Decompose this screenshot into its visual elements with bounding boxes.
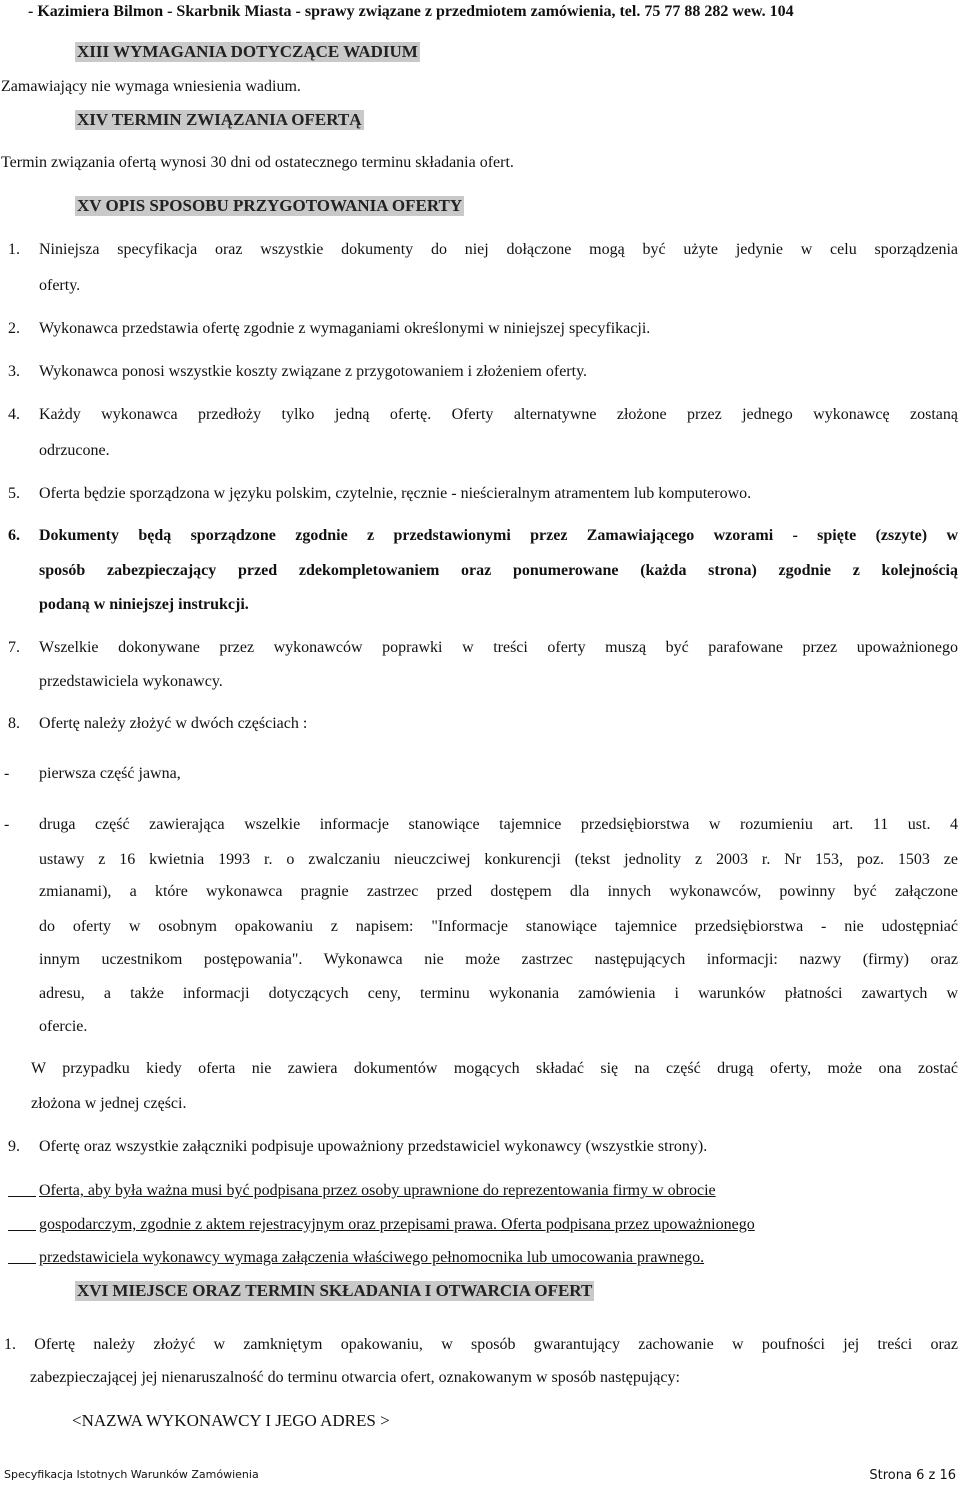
list-item-cont: przedstawiciela wykonawcy.	[39, 673, 223, 690]
footer-title: Specyfikacja Istotnych Warunków Zamówienia	[4, 1468, 259, 1481]
list-item-cont: podaną w niniejszej instrukcji.	[39, 596, 249, 613]
dash-item-cont: do oferty w osobnym opakowaniu z napisem: "Informacje stanowiące tajemnice przedsiębiorstwa - nie udostępniać	[39, 918, 958, 935]
paragraph-line: W przypadku kiedy oferta nie zawiera dokumentów mogących składać się na część drugą oferty, może ona zostać	[31, 1060, 958, 1077]
dash-item-cont: zmianami), a które wykonawca pragnie zastrzec przed dostępem dla innych wykonawców, powinny być załączone	[39, 883, 958, 900]
list-item-cont: oferty.	[39, 277, 81, 294]
paragraph-line: złożona w jednej części.	[31, 1095, 187, 1112]
page-number: Strona 6 z 16	[869, 1468, 956, 1483]
underlined-line: Oferta, aby była ważna musi być podpisana przez osoby uprawnione do reprezentowania firmy w obrocie	[39, 1182, 716, 1199]
contact-line: - Kazimiera Bilmon - Skarbnik Miasta - sprawy związane z przedmiotem zamówienia, tel. 75 77 88 282 wew. 104	[28, 3, 794, 20]
underlined-line: przedstawiciela wykonawcy wymaga załączenia właściwego pełnomocnika lub umocowania prawnego.	[39, 1249, 705, 1266]
dash-item-cont: innym uczestnikom postępowania". Wykonawca nie może zastrzec następujących informacji: nazwy (firmy) oraz	[39, 951, 958, 968]
section-heading-xiv: XIV TERMIN ZWIĄZANIA OFERTĄ	[77, 110, 362, 129]
offer-label: <NAZWA WYKONAWCY I JEGO ADRES >	[72, 1411, 390, 1430]
underlined-line: gospodarczym, zgodnie z aktem rejestracyjnym oraz przepisami prawa. Oferta podpisana przez upoważnionego	[39, 1216, 755, 1233]
dash-item-cont: ustawy z 16 kwietnia 1993 r. o zwalczaniu nieuczciwej konkurencji (tekst jednolity z 2003 r. Nr 153, poz. 1503 ze	[39, 851, 958, 868]
list-item-cont: odrzucone.	[39, 442, 110, 459]
section-xvi-item-cont: zabezpieczającej jej nienaruszalność do terminu otwarcia ofert, oznakowanym w sposób następujący:	[30, 1369, 680, 1386]
section-heading-xv: XV OPIS SPOSOBU PRZYGOTOWANIA OFERTY	[77, 196, 463, 215]
section-xiii-text: Zamawiający nie wymaga wniesienia wadium.	[1, 78, 301, 95]
section-heading-xvi: XVI MIEJSCE ORAZ TERMIN SKŁADANIA I OTWARCIA OFERT	[77, 1281, 593, 1300]
section-xvi-item: 1. Ofertę należy złożyć w zamkniętym opakowaniu, w sposób gwarantujący zachowanie w poufności jej treści oraz	[4, 1336, 958, 1353]
list-item-cont: sposób zabezpieczający przed zdekompletowaniem oraz ponumerowane (każda strona) zgodnie z kolejnością	[39, 562, 958, 579]
section-xiv-text: Termin związania ofertą wynosi 30 dni od ostatecznego terminu składania ofert.	[1, 154, 514, 171]
dash-item-cont: adresu, a także informacji dotyczących ceny, terminu wykonania zamówienia i warunków płatności zawartych w	[39, 985, 958, 1002]
section-heading-xiii: XIII WYMAGANIA DOTYCZĄCE WADIUM	[77, 42, 418, 61]
dash-item-cont: ofercie.	[39, 1018, 88, 1035]
